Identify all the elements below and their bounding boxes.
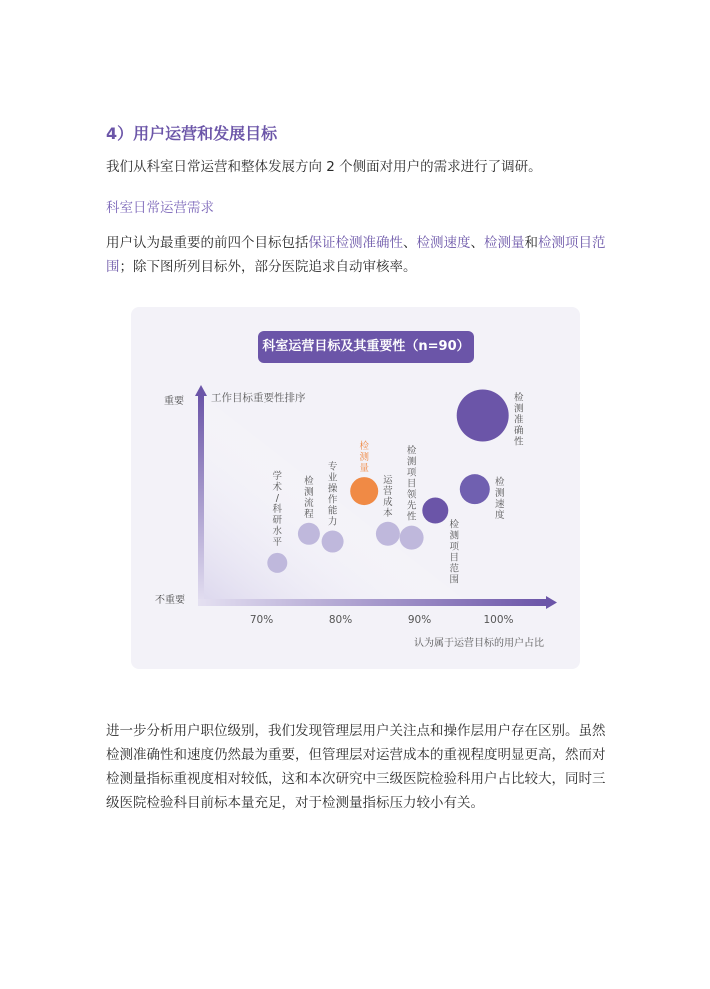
bubble-6 [422,498,448,524]
intro-paragraph: 我们从科室日常运营和整体发展方向 2 个侧面对用户的需求进行了调研。 [106,159,542,175]
bubble-8 [457,389,509,441]
analysis-paragraph: 进一步分析用户职位级别，我们发现管理层用户关注点和操作层用户存在区别。虽然检测准确性和速度仍然最为重要，但管理层对运营成本的重视程度明显更高，然而对检测量指标重视度相对较低，这和本次研究中三级医院检验科用户占比较大，同时三级医院检验科目前标本量充足，对于检测量指标压力较小有关。 [106,723,606,811]
bubble-1 [298,523,320,545]
x-tick-1: 80% [328,614,353,626]
bubble-3 [350,477,378,505]
x-tick-0: 70% [249,614,274,626]
bubble-label-8: 检测准确性 [513,392,524,448]
para1-text: 用户认为最重要的前四个目标包括 [106,235,309,251]
x-axis-title: 认为属于运营目标的用户占比 [414,638,544,649]
bubble-label-1: 检测流程 [304,475,314,520]
bubble-label-2: 专业操作能力 [327,461,338,528]
chart-title: 科室运营目标及其重要性（n=90） [258,331,474,363]
bubble-5 [400,526,424,550]
para1-sep1: 、 [403,235,417,251]
bubble-label-4: 运营成本 [383,474,393,519]
y-axis-title: 工作目标重要性排序 [211,392,306,404]
highlight-volume: 检测量 [484,235,525,251]
x-tick-2: 90% [407,614,432,626]
x-tick-labels [250,614,514,626]
bubble-label-6: 检测项目范围 [449,519,460,586]
bubble-label-0: 学术/科研水平 [272,470,283,548]
bubble-2 [322,531,344,553]
y-axis-arrow [195,385,207,396]
bubble-label-7: 检测速度 [495,477,505,522]
bubble-label-3: 检测量 [359,441,369,475]
y-axis-bar [198,396,204,604]
subsection-heading: 科室日常运营需求 [106,200,214,216]
y-bottom-label: 不重要 [155,595,185,606]
para1-text-end: ；除下图所列目标外，部分医院追求自动审核率。 [119,259,417,275]
highlight-speed: 检测速度 [416,235,471,251]
highlight-accuracy: 保证检测准确性 [308,235,403,251]
highlight-range: 检测项目范围 [106,235,606,275]
para1-sep2: 、 [470,235,484,251]
y-top-label: 重要 [164,396,184,407]
section-heading: 4）用户运营和发展目标 [106,124,278,143]
para1-sep3: 和 [524,235,538,251]
bubble-label-5: 检测项目领先性 [406,445,417,523]
x-axis-arrow [546,596,557,609]
x-tick-3: 100% [483,614,514,626]
bubble-7 [460,474,490,504]
bubble-4 [376,522,400,546]
x-axis-bar [198,599,546,606]
bubble-0 [267,553,287,573]
